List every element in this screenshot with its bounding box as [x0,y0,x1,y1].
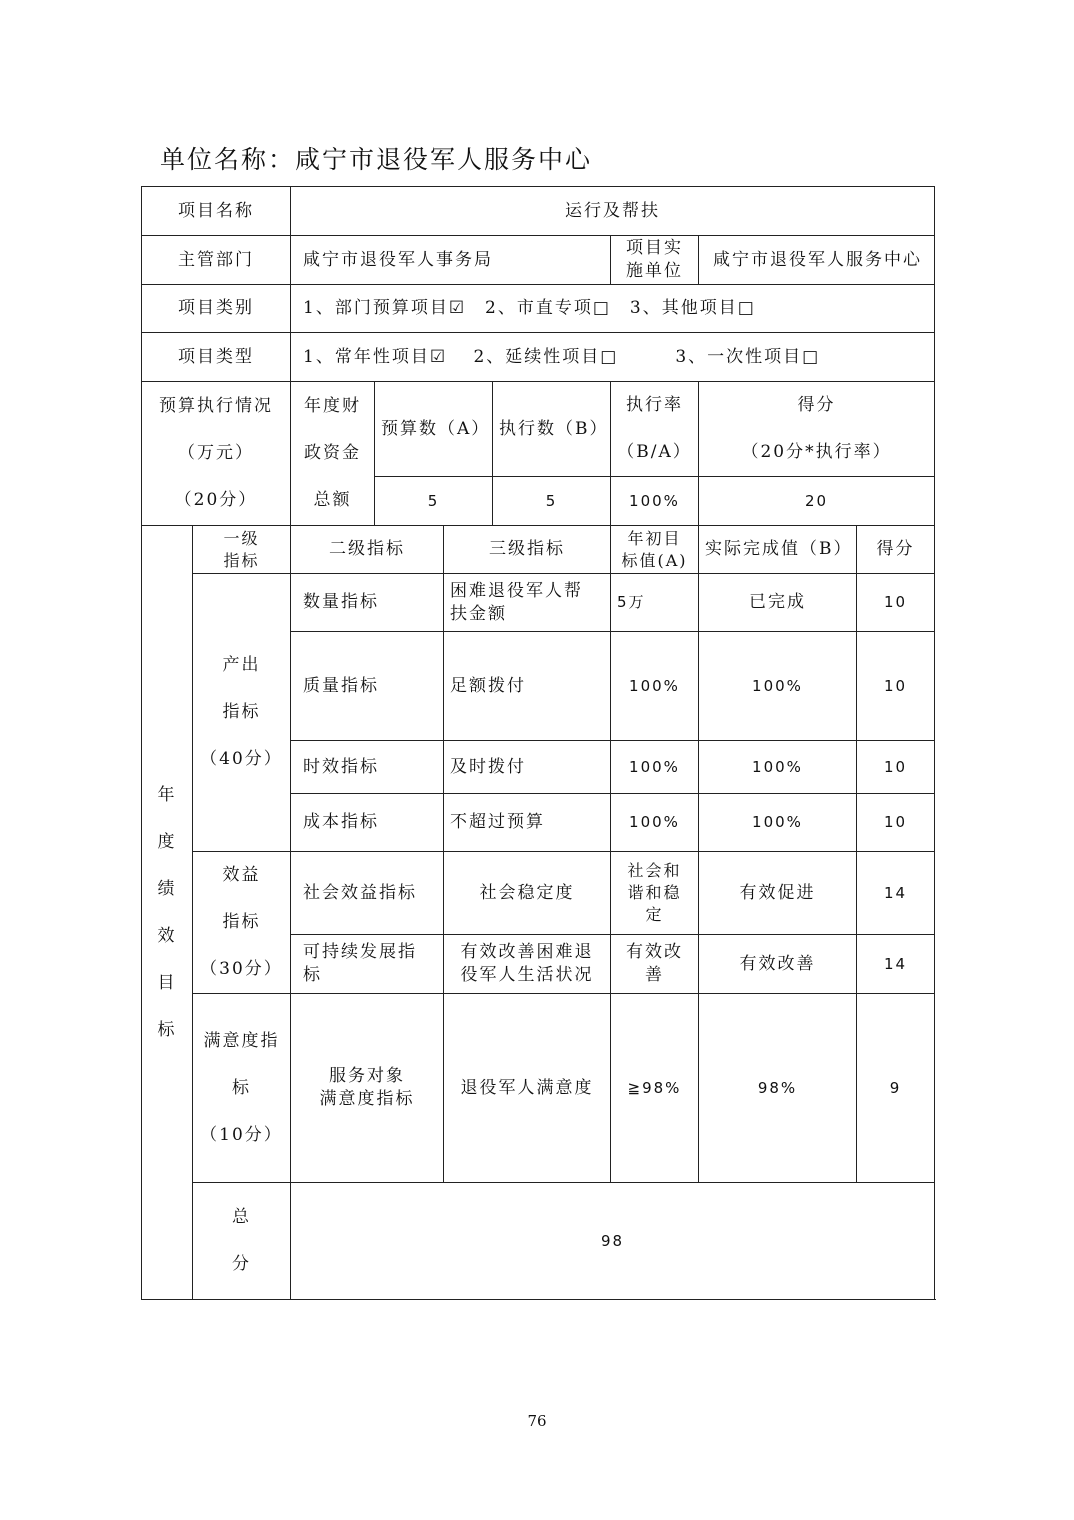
level3-cell: 不超过预算 [444,794,611,852]
target-cell: 5万 [611,574,699,632]
annual-performance-target-label: 年 度 绩 效 目 标 [142,526,193,1300]
row-type [142,333,935,382]
score-header: 得分 [857,526,935,574]
level2-cell: 时效指标 [291,741,444,794]
impl-label: 项目实施单位 [611,236,699,285]
total-value: 98 [291,1183,935,1300]
score-cell: 14 [857,852,935,935]
target-cell: 100% [611,632,699,741]
level3-cell: 社会稳定度 [444,852,611,935]
page-number: 76 [527,1412,547,1430]
level2-cell: 服务对象 满意度指标 [291,994,444,1183]
target-cell: 有效改 善 [611,935,699,994]
row-total [142,1183,935,1300]
annual-fund-label: 年度财 政资金 总额 [291,382,375,526]
executed-amount-value: 5 [493,477,611,526]
score-cell: 9 [857,994,935,1183]
unit-label: 单位名称： [160,145,296,174]
row-budget-header [142,382,935,477]
budget-amount-value: 5 [375,477,493,526]
level2-cell: 可持续发展指 标 [291,935,444,994]
target-cell: 100% [611,741,699,794]
row-department [142,236,935,285]
actual-cell: 100% [699,741,857,794]
budget-amount-header: 预算数（A） [375,382,493,477]
execution-rate-value: 100% [611,477,699,526]
target-cell: 100% [611,794,699,852]
level2-cell: 社会效益指标 [291,852,444,935]
performance-evaluation-table [141,186,935,1300]
actual-cell: 已完成 [699,574,857,632]
category-label: 项目类别 [142,285,291,333]
table-row [142,994,935,1183]
unit-name: 咸宁市退役军人服务中心 [295,145,593,174]
dept-value: 咸宁市退役军人事务局 [291,236,611,285]
score-cell: 14 [857,935,935,994]
target-cell: 社会和 谐和稳 定 [611,852,699,935]
actual-header: 实际完成值（B） [699,526,857,574]
table-row [142,852,935,935]
dept-label: 主管部门 [142,236,291,285]
category-options: 1、部门预算项目☑ 2、市直专项□ 3、其他项目□ [291,285,935,333]
level3-cell: 有效改善困难退 役军人生活状况 [444,935,611,994]
executed-amount-header: 执行数（B） [493,382,611,477]
satisfaction-indicator-label: 满意度指 标 （10分） [193,994,291,1183]
target-header: 年初目 标值(A) [611,526,699,574]
actual-cell: 100% [699,632,857,741]
actual-cell: 100% [699,794,857,852]
unit-heading [160,140,592,176]
level2-cell: 质量指标 [291,632,444,741]
level2-cell: 成本指标 [291,794,444,852]
output-indicator-label: 产出 指标 （40分） [193,574,291,852]
table-row [142,574,935,632]
row-category [142,285,935,333]
actual-cell: 有效促进 [699,852,857,935]
score-cell: 10 [857,741,935,794]
project-name-label: 项目名称 [142,187,291,236]
level3-cell: 退役军人满意度 [444,994,611,1183]
execution-rate-header: 执行率 （B/A） [611,382,699,477]
type-options: 1、常年性项目☑ 2、延续性项目□ 3、一次性项目□ [291,333,935,382]
score-cell: 10 [857,574,935,632]
level2-header: 二级指标 [291,526,444,574]
level3-cell: 困难退役军人帮 扶金额 [444,574,611,632]
impl-value: 咸宁市退役军人服务中心 [699,236,935,285]
project-name-value: 运行及帮扶 [291,187,935,236]
total-label: 总 分 [193,1183,291,1300]
budget-score-header: 得分 （20分*执行率） [699,382,935,477]
score-cell: 10 [857,794,935,852]
row-project-name [142,187,935,236]
level1-header: 一级 指标 [193,526,291,574]
level3-cell: 足额拨付 [444,632,611,741]
actual-cell: 98% [699,994,857,1183]
budget-score-value: 20 [699,477,935,526]
score-cell: 10 [857,632,935,741]
level3-header: 三级指标 [444,526,611,574]
level2-cell: 数量指标 [291,574,444,632]
benefit-indicator-label: 效益 指标 （30分） [193,852,291,994]
level3-cell: 及时拨付 [444,741,611,794]
row-perf-header [142,526,935,574]
budget-label: 预算执行情况 （万元） （20分） [142,382,291,526]
actual-cell: 有效改善 [699,935,857,994]
target-cell: ≧98% [611,994,699,1183]
type-label: 项目类型 [142,333,291,382]
